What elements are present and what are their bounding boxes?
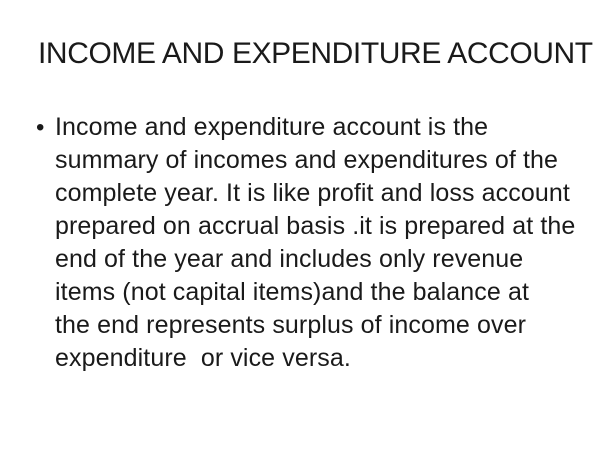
bullet-text-block [55, 111, 575, 375]
body-line: end of the year and includes only revenue [55, 245, 524, 273]
body-line: prepared on accrual basis .it is prepared at the [55, 212, 576, 240]
body-line: expenditure or vice versa. [55, 344, 351, 372]
bullet-item [36, 111, 575, 375]
body-line: items (not capital items)and the balance at [55, 278, 529, 306]
body-line: the end represents surplus of income over [55, 311, 527, 339]
body-line: summary of incomes and expenditures of the [55, 146, 559, 174]
slide-title: INCOME AND EXPENDITURE ACCOUNT [38, 37, 593, 70]
bullet-marker: • [36, 114, 45, 141]
body-line: Income and expenditure account is the [55, 113, 489, 141]
body-line: complete year. It is like profit and loss account [55, 179, 570, 207]
